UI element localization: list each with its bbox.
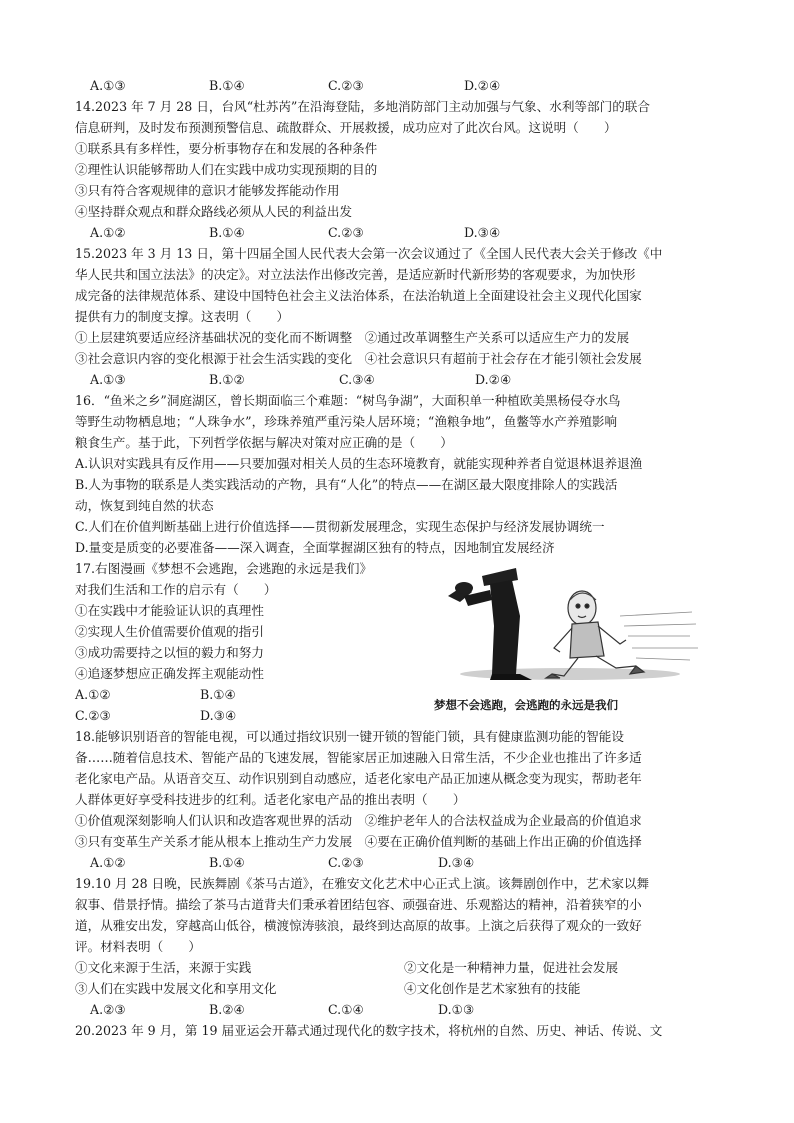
q16-option-c: C.人们在价值判断基础上进行价值选择——贯彻新发展理念，实现生态保护与经济发展协调统一: [75, 519, 605, 534]
q14-item: ④坚持群众观点和群众路线必须从人民的利益出发: [75, 204, 353, 219]
q14-option-c: C.②③: [328, 225, 364, 240]
q20-stem-line: 20.2023 年 9 月，第 19 届亚运会开幕式通过现代化的数字技术，将杭州的自然、历史、神话、传说、文: [75, 1023, 663, 1038]
q14-stem-line: 信息研判，及时发布预测预警信息、疏散群众、开展救援，成功应对了此次台风。这说明（ ）: [75, 120, 617, 135]
q19-stem-line: 评。材料表明（ ）: [75, 939, 201, 954]
q13-options: [90, 76, 730, 96]
q14-item: ③只有符合客观规律的意识才能够发挥能动作用: [75, 183, 340, 198]
q15-item-row: ①上层建筑要适应经济基础状况的变化而不断调整 ②通过改革调整生产关系可以适应生产力的发展: [75, 330, 630, 345]
q15-option-b: B.①②: [209, 372, 245, 387]
q14-item: ②理性认识能够帮助人们在实践中成功实现预期的目的: [75, 162, 378, 177]
q19-items-row1: [75, 958, 735, 978]
q17-options-row2: [75, 706, 375, 726]
q18-option-d: D.③④: [438, 855, 475, 870]
q14-option-b: B.①④: [209, 225, 245, 240]
cartoon-caption: 梦想不会逃跑，会逃跑的永远是我们: [434, 698, 618, 712]
q16-option-b-cont: 动，恢复到纯自然的状态: [75, 498, 214, 513]
q18-stem-line: 人群体更好享受科技进步的红利。适老化家电产品的推出表明（ ）: [75, 792, 466, 807]
q17-item: ④追逐梦想应正确发挥主观能动性: [75, 666, 264, 681]
q19-options: [90, 1000, 730, 1020]
q19-stem-line: 19.10 月 28 日晚，民族舞剧《茶马古道》，在雅安文化艺术中心正式上演。该舞剧创作中，艺术家以舞: [75, 876, 650, 891]
q14-item: ①联系具有多样性，要分析事物存在和发展的各种条件: [75, 141, 378, 156]
q18-item-row: ③只有变革生产关系才能从根本上推动生产力发展 ④要在正确价值判断的基础上作出正确的价值选择: [75, 834, 642, 849]
q18-options: [90, 853, 730, 873]
q16-option-d: D.量变是质变的必要准备——深入调查，全面掌握湖区独有的特点，因地制宜发展经济: [75, 540, 555, 555]
q18-stem-line: 备……随着信息技术、智能产品的飞速发展，智能家居正加速融入日常生活，不少企业也推出了许多适: [75, 750, 642, 765]
q16-stem-line: 等野生动物栖息地；“人珠争水”，珍珠养殖严重污染人居环境；“渔粮争地”，鱼鳖等水产养殖影响: [75, 414, 618, 429]
q15-option-a: A.①③: [90, 372, 126, 387]
q15-options: [90, 370, 730, 390]
q15-option-c: C.③④: [339, 372, 375, 387]
q15-stem-line: 提供有力的制度支撑。这表明（ ）: [75, 309, 290, 324]
q19-item: ③人们在实践中发展文化和享用文化: [75, 981, 277, 996]
q15-stem-line: 华人民共和国立法法》的决定》。对立法法作出修改完善，是适应新时代新形势的客观要求，为加快形: [75, 267, 636, 282]
q14-option-d: D.③④: [464, 225, 501, 240]
q17-options-row1: [75, 685, 375, 705]
q13-option-b: B.①④: [209, 78, 245, 93]
speed-lines: [620, 612, 698, 660]
q13-option-a: A.①③: [90, 78, 126, 93]
q19-option-b: B.②④: [209, 1002, 245, 1017]
q15-option-d: D.②④: [475, 372, 512, 387]
q19-item: ④文化创作是艺术家独有的技能: [404, 981, 581, 996]
q17-item: ③成功需要持之以恒的毅力和努力: [75, 645, 264, 660]
q16-stem-line: 16．“鱼米之乡”洞庭湖区，曾长期面临三个难题：“树鸟争湖”，大面积单一种植欧美黑杨侵夺水鸟: [75, 393, 621, 408]
q19-option-d: D.①③: [438, 1002, 475, 1017]
q13-option-c: C.②③: [328, 78, 364, 93]
q19-item: ①文化来源于生活，来源于实践: [75, 960, 252, 975]
q16-option-b: B.人为事物的联系是人类实践活动的产物，具有“人化”的特点——在湖区最大限度排除人的实践活: [75, 477, 618, 492]
q18-option-b: B.①④: [209, 855, 245, 870]
q17-stem-line: 17.右图漫画《梦想不会逃跑，会逃跑的永远是我们》: [75, 561, 373, 576]
q16-option-a: A.认识对实践具有反作用——只要加强对相关人员的生态环境教育，就能实现种养者自觉退林退养退渔: [75, 456, 643, 471]
q17-option-c: C.②③: [75, 708, 111, 723]
q14-stem-line: 14.2023 年 7 月 28 日，台风“杜苏芮”在沿海登陆，多地消防部门主动加强与气象、水利等部门的联合: [75, 99, 650, 114]
q19-items-row2: [75, 979, 735, 999]
q19-stem-line: 道，从雅安出发，穿越高山低谷，横渡惊涛骇浪，最终到达高原的故事。上演之后获得了观众的一致好: [75, 918, 642, 933]
q18-item-row: ①价值观深刻影响人们认识和改造客观世界的活动 ②维护老年人的合法权益成为企业最高的价值追求: [75, 813, 642, 828]
q18-option-a: A.①②: [90, 855, 126, 870]
q15-item-row: ③社会意识内容的变化根源于社会生活实践的变化 ④社会意识只有超前于社会存在才能引领社会发展: [75, 351, 642, 366]
q17-option-b: B.①④: [200, 687, 236, 702]
cartoon-illustration: [420, 556, 702, 718]
q17-option-a: A.①②: [75, 687, 111, 702]
q19-item: ②文化是一种精神力量，促进社会发展: [404, 960, 619, 975]
q19-stem-line: 叙事、借景抒情。描绘了茶马古道背夫们秉承着团结包容、顽强奋进、乐观豁达的精神，沿着狭窄的小: [75, 897, 642, 912]
q17-item: ①在实践中才能验证认识的真理性: [75, 603, 264, 618]
q13-option-d: D.②④: [464, 78, 501, 93]
q15-stem-line: 15.2023 年 3 月 13 日，第十四届全国人民代表大会第一次会议通过了《全国人民代表大会关于修改《中: [75, 246, 663, 261]
q17-stem-line: 对我们生活和工作的启示有（ ）: [75, 582, 277, 597]
q15-stem-line: 成完备的法律规范体系、建设中国特色社会主义法治体系，在法治轨道上全面建设社会主义现代化国家: [75, 288, 642, 303]
q19-option-a: A.②③: [90, 1002, 126, 1017]
q14-options: [90, 223, 730, 243]
running-man-figure: [546, 591, 644, 678]
q16-stem-line: 粮食生产。基于此，下列哲学依据与解决对策对应正确的是（ ）: [75, 435, 453, 450]
q18-stem-line: 老化家电产品。从语音交互、动作识别到自动感应，适老化家电产品正加速从概念变为现实，帮助老年: [75, 771, 642, 786]
dream-shadow-figure: [448, 568, 532, 680]
q14-option-a: A.①②: [90, 225, 126, 240]
q17-option-d: D.③④: [200, 708, 237, 723]
q18-option-c: C.②③: [328, 855, 364, 870]
q17-item: ②实现人生价值需要价值观的指引: [75, 624, 264, 639]
q18-stem-line: 18.能够识别语音的智能电视，可以通过指纹识别一键开锁的智能门锁，具有健康监测功能的智能设: [75, 729, 624, 744]
q19-option-c: C.①④: [328, 1002, 364, 1017]
